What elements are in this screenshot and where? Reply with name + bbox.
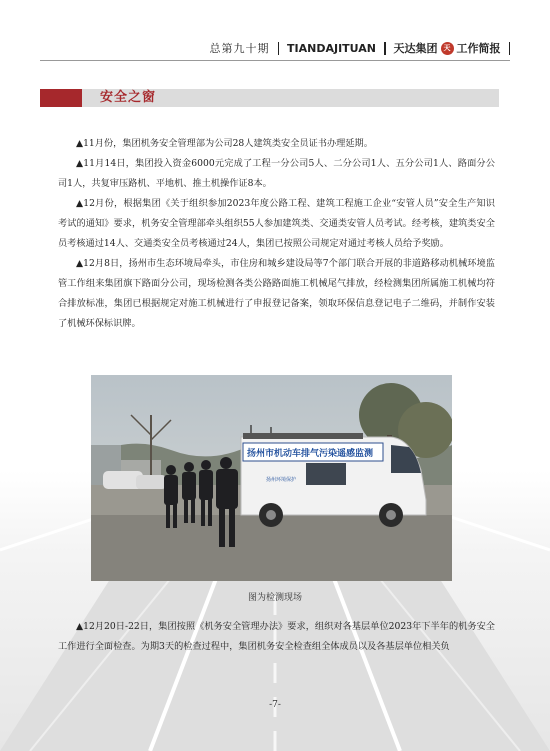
page-header: [210, 40, 510, 56]
article-body-continued: [58, 617, 495, 657]
van-banner-text: 扬州市机动车排气污染遥感监测: [247, 449, 374, 459]
header-separator: [384, 42, 386, 55]
paragraph: ▲12月份，根据集团《关于组织参加2023年度公路工程、建筑工程施工企业“安管人员”安全生产知识考试的通知》要求，机务安全管理部牵头组织55人参加建筑类、交通类安管人员考试。经考核，建筑类安全员考核通过14人、交通类安全员考核通过24人，集团已按照公司规定对通过考核人员给予奖励。: [58, 198, 495, 249]
company-logo-icon: 天: [441, 42, 454, 55]
photo-caption: 图为检测现场: [247, 593, 302, 603]
page-number: -7-: [269, 700, 281, 710]
brand-cn-prefix: 天达集团: [393, 42, 438, 55]
header-separator: [278, 42, 280, 55]
section-title: 安全之窗: [100, 90, 157, 105]
header-divider: [40, 60, 510, 61]
paragraph: ▲11月份，集团机务安全管理部为公司28人建筑类安全员证书办理延期。: [76, 138, 373, 149]
brand-english: TIANDAJITUAN: [287, 41, 376, 55]
paragraph: ▲12月8日，扬州市生态环境局牵头，市住房和城乡建设局等7个部门联合开展的非道路移动机械环境监管工作组来集团旗下路面分公司，现场检测各类公路路面施工机械尾气排放，经检测集团所属施工机械均符合排放标准，集团已根据规定对施工机械进行了申报登记备案，领取环保信息登记电子二维码，并制作安装了机械环保标识牌。: [58, 258, 495, 329]
brand-chinese: [394, 40, 501, 56]
section-heading-bar: [40, 89, 499, 107]
brand-cn-suffix: 工作简报: [456, 42, 501, 55]
article-body: [58, 134, 495, 334]
header-separator: [509, 42, 511, 55]
van-side-text: 扬州环境保护: [266, 477, 297, 483]
issue-number: 总第九十期: [209, 42, 270, 55]
paragraph: ▲11月14日，集团投入资金6000元完成了工程一分公司5人、二分公司1人、五分公司1人、路面分公司1人，共复审压路机、平地机、推土机操作证8本。: [58, 158, 495, 189]
inspection-site-photo: [91, 375, 452, 581]
paragraph: ▲12月20日-22日，集团按照《机务安全管理办法》要求，组织对各基层单位2023年下半年的机务安全工作进行全面检查。为期3天的检查过程中，集团机务安全检查组全体成员以及各基层单位相关负: [58, 621, 495, 652]
section-accent-block: [40, 89, 82, 107]
